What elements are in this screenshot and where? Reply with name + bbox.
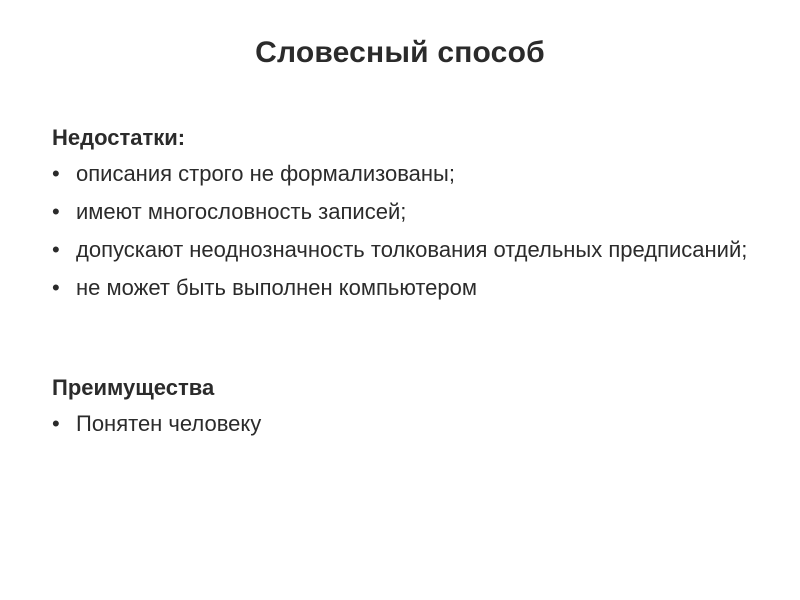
slide-title: Словесный способ bbox=[255, 36, 545, 69]
disadvantages-heading: Недостатки: bbox=[52, 125, 186, 150]
disadvantages-section bbox=[52, 124, 752, 310]
bullet-icon: • bbox=[52, 161, 60, 186]
disadvantage-item bbox=[52, 196, 752, 227]
advantages-section bbox=[52, 374, 752, 446]
advantages-list bbox=[52, 408, 752, 439]
bullet-icon: • bbox=[52, 199, 60, 224]
disadvantage-item bbox=[52, 272, 752, 303]
disadvantages-list bbox=[52, 158, 752, 303]
advantage-item bbox=[52, 408, 752, 439]
disadvantage-text: имеют многословность записей; bbox=[76, 199, 407, 224]
advantages-heading: Преимущества bbox=[52, 375, 215, 400]
disadvantage-item bbox=[52, 158, 752, 189]
disadvantage-item bbox=[52, 234, 752, 265]
bullet-icon: • bbox=[52, 411, 60, 436]
bullet-icon: • bbox=[52, 275, 60, 300]
advantage-text: Понятен человеку bbox=[76, 411, 262, 436]
disadvantage-text: не может быть выполнен компьютером bbox=[76, 275, 478, 300]
disadvantage-text: допускают неоднозначность толкования отдельных предписаний; bbox=[76, 237, 748, 262]
bullet-icon: • bbox=[52, 237, 60, 262]
disadvantage-text: описания строго не формализованы; bbox=[76, 161, 455, 186]
